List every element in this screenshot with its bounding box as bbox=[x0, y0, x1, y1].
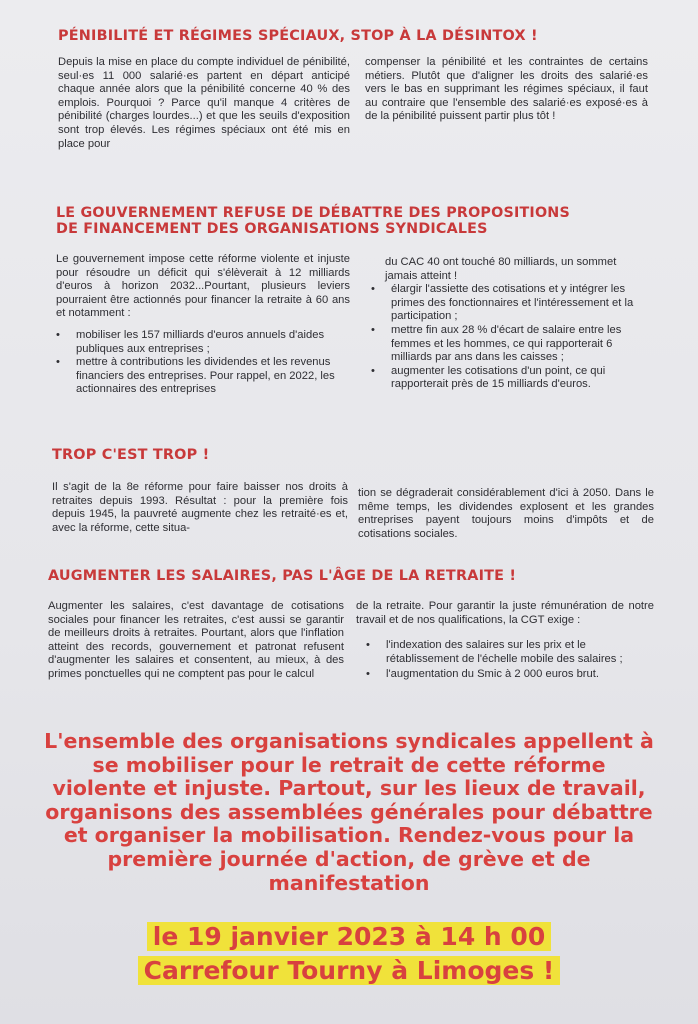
section-title-gouvernement-line1: LE GOUVERNEMENT REFUSE DE DÉBATTRE DES PROPOSITIONS bbox=[56, 205, 570, 221]
section-penibilite-right bbox=[365, 56, 648, 124]
list-item: • l'indexation des salaires sur les prix et le rétablissement de l'échelle mobile des salaires ; bbox=[380, 639, 654, 666]
event-place bbox=[0, 956, 698, 986]
paragraph: du CAC 40 ont touché 80 milliards, un sommet jamais atteint ! bbox=[385, 256, 617, 282]
financing-list-right bbox=[365, 283, 648, 392]
section-salaires-right bbox=[356, 600, 654, 682]
list-item: • augmenter les cotisations d'un point, ce qui rapporterait près de 15 milliards d'euros. bbox=[385, 365, 648, 392]
event-date-text: le 19 janvier 2023 à 14 h 00 bbox=[147, 922, 551, 951]
paragraph: Il s'agit de la 8e réforme pour faire baisser nos droits à retraites depuis 1993. Résultat : pour la première fois depuis 1945, la pauvreté augmente chez les retraité·es et, avec la réforme, cette situa- bbox=[52, 481, 348, 534]
financing-list-left bbox=[56, 329, 350, 397]
paragraph: de la retraite. Pour garantir la juste rémunération de notre travail et de nos qualifications, la CGT exige : bbox=[356, 600, 654, 626]
list-item: • mettre fin aux 28 % d'écart de salaire entre les femmes et les hommes, ce qui rapporterait 6 milliards par ans dans les caisses ; bbox=[385, 324, 648, 365]
call-to-action: L'ensemble des organisations syndicales appellent à se mobiliser pour le retrait de cette réforme violente et injuste. Partout, sur les lieux de travail, organisons des assemblées générales pour débattre et organiser la mobilisation. Rendez-vous pour la première journée d'action, de grève et de manifestation bbox=[44, 729, 654, 895]
section-trop-right bbox=[358, 487, 654, 541]
paragraph: Augmenter les salaires, c'est davantage de cotisations sociales pour financer les retraites, c'est aussi se garantir de meilleurs droits à retraites. Pourtant, alors que l'inflation atteint des records, gouvernement et patronat refusent d'augmenter les salaires et consentent, au mieux, à des primes ponctuelles qui ne comptent pas pour le calcul bbox=[48, 600, 344, 680]
list-item: • mobiliser les 157 milliards d'euros annuels d'aides publiques aux entreprises ; bbox=[70, 329, 350, 356]
section-title-trop: TROP C'EST TROP ! bbox=[52, 447, 210, 463]
section-salaires-left bbox=[48, 600, 344, 682]
list-item: • mettre à contributions les dividendes et les revenus financiers des entreprises. Pour rappel, en 2022, les actionnaires des entreprises bbox=[70, 356, 350, 397]
list-item: • élargir l'assiette des cotisations et y intégrer les primes des fonctionnaires et l'intéressement et la participation ; bbox=[385, 283, 648, 324]
section-trop-left bbox=[52, 481, 348, 535]
paragraph: Depuis la mise en place du compte individuel de pénibilité, seul·es 11 000 salarié·es partent en départ anticipé chaque année alors que la pénibilité concerne 40 % des emplois. Pourquoi ? Parce qu'il manque 4 critères de pénibilité (charges lourdes...) et que les seuils d'exposition sont trop élevés. Les régimes spéciaux ont été mis en place pour bbox=[58, 56, 350, 150]
paragraph: Le gouvernement impose cette réforme violente et injuste pour résoudre un déficit qui s'élèverait à 12 milliards d'euros à horizon 2032...Pourtant, plusieurs leviers pourraient être actionnés pour financer la retraite à 60 ans et notamment : bbox=[56, 253, 350, 320]
event-place-text: Carrefour Tourny à Limoges ! bbox=[138, 956, 561, 985]
section-title-penibilite: PÉNIBILITÉ ET RÉGIMES SPÉCIAUX, STOP À LA DÉSINTOX ! bbox=[58, 28, 538, 44]
section-penibilite-left bbox=[58, 56, 350, 151]
section-title-gouvernement-line2: DE FINANCEMENT DES ORGANISATIONS SYNDICALES bbox=[56, 221, 488, 237]
paragraph: tion se dégraderait considérablement d'ici à 2050. Dans le même temps, les dividendes explosent et les grandes entreprises payent toujours moins d'impôts et de cotisations sociales. bbox=[358, 487, 654, 540]
list-item: • l'augmentation du Smic à 2 000 euros brut. bbox=[380, 668, 654, 682]
section-gouvernement-left bbox=[56, 253, 350, 397]
section-title-salaires: AUGMENTER LES SALAIRES, PAS L'ÂGE DE LA RETRAITE ! bbox=[48, 568, 517, 584]
paragraph: compenser la pénibilité et les contraintes de certains métiers. Plutôt que d'aligner les droits des salarié·es vers le bas en supprimant les régimes spéciaux, il faut au contraire que l'ensemble des salarié·es exposé·es à de la pénibilité puissent partir plus tôt ! bbox=[365, 56, 648, 123]
cgt-demands-list bbox=[356, 639, 654, 682]
event-date bbox=[0, 922, 698, 952]
section-gouvernement-right bbox=[365, 256, 648, 392]
